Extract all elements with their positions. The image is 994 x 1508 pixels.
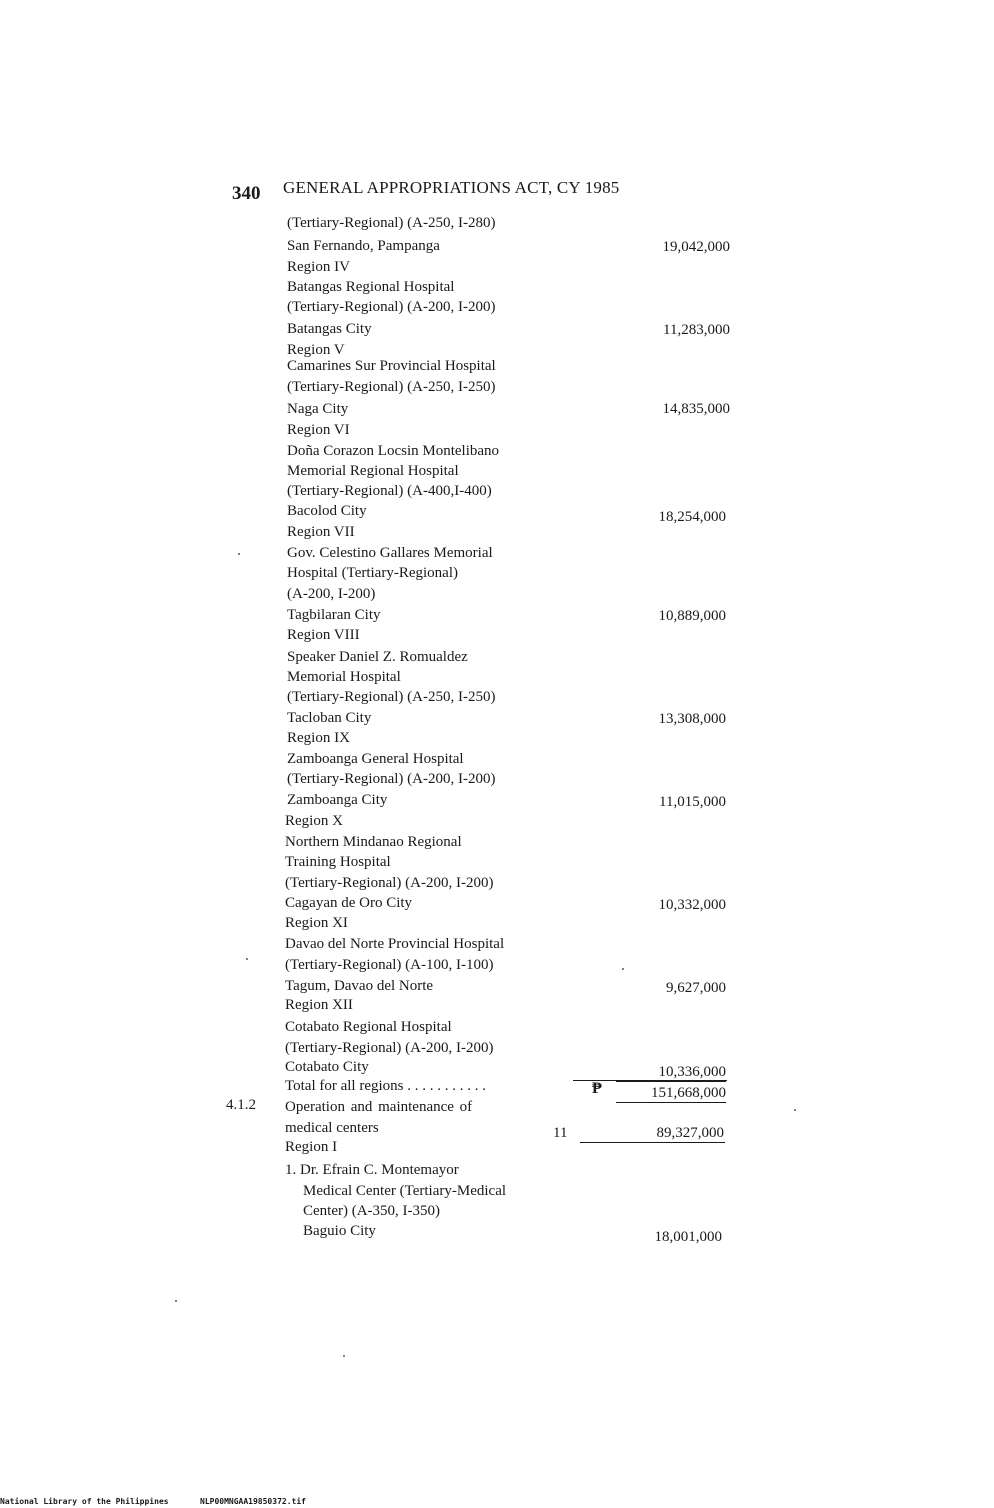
line-text: Davao del Norte Provincial Hospital [285,936,505,952]
line-text: Tagum, Davao del Norte [285,978,434,994]
line-text: Region X [285,813,343,829]
item-line-3: Center) (A-350, I-350) [303,1203,441,1219]
line-text: Region VIII [287,627,360,643]
line-text: Memorial Hospital [287,669,401,685]
line-text: (Tertiary-Regional) (A-250, I-280) [287,215,496,231]
section-amount-rule [580,1142,725,1143]
line-amount: 11,015,000 [659,794,726,810]
line-text: Region IX [287,730,350,746]
total-amount-rule [573,1080,727,1081]
line-text: (Tertiary-Regional) (A-400,I-400) [287,483,492,499]
line-text: (A-200, I-200) [287,586,376,602]
line-text: Region XII [285,997,353,1013]
line-text: Northern Mindanao Regional [285,834,462,850]
line-text: (Tertiary-Regional) (A-250, I-250) [287,379,496,395]
section-title-line2: medical centers [285,1120,379,1136]
footer-file: NLP00MNGAA19850372.tif [200,1497,306,1506]
footer-library: National Library of the Philippines [0,1497,169,1506]
line-text: Speaker Daniel Z. Romualdez [287,649,468,665]
item-line-1: 1. Dr. Efrain C. Montemayor [285,1162,459,1178]
line-text: Gov. Celestino Gallares Memorial [287,545,493,561]
line-text: Hospital (Tertiary-Regional) [287,565,458,581]
scan-speck [794,1109,796,1111]
line-text: Doña Corazon Locsin Montelibano [287,443,500,459]
section-code: 11 [553,1125,568,1141]
scan-speck [343,1355,345,1357]
line-text: Cotabato City [285,1059,369,1075]
line-text: (Tertiary-Regional) (A-200, I-200) [285,875,494,891]
line-text: Zamboanga City [287,792,388,808]
line-text: Cotabato Regional Hospital [285,1019,452,1035]
line-text: Cagayan de Oro City [285,895,413,911]
line-amount: 11,283,000 [663,322,730,338]
line-text: Bacolod City [287,503,367,519]
item-line-2: Medical Center (Tertiary-Medical [303,1183,507,1199]
line-text: (Tertiary-Regional) (A-200, I-200) [285,1040,494,1056]
scan-speck [238,553,240,555]
line-text: Zamboanga General Hospital [287,751,464,767]
section-title-line1: Operation and maintenance of [285,1099,473,1115]
scan-speck [175,1300,177,1302]
line-amount: 13,308,000 [658,711,726,727]
line-text: Batangas Regional Hospital [287,279,455,295]
total-currency: ₱ [592,1080,602,1097]
line-text: Region VII [287,524,355,540]
section-amount: 89,327,000 [656,1125,724,1141]
line-amount: 9,627,000 [666,980,726,996]
line-amount: 14,835,000 [662,401,730,417]
line-text: Tagbilaran City [287,607,381,623]
line-text: (Tertiary-Regional) (A-250, I-250) [287,689,496,705]
line-amount: 19,042,000 [662,239,730,255]
line-text: (Tertiary-Regional) (A-100, I-100) [285,957,494,973]
line-text: Tacloban City [287,710,372,726]
scan-speck [246,958,248,960]
page-number: 340 [232,183,261,204]
section-number: 4.1.2 [226,1097,256,1113]
line-text: Region VI [287,422,350,438]
scan-speck [622,968,624,970]
line-amount: 10,336,000 [616,1063,726,1082]
section-region: Region I [285,1139,338,1155]
line-text: Camarines Sur Provincial Hospital [287,358,496,374]
line-text: Region IV [287,259,350,275]
total-label: Total for all regions . . . . . . . . . . . [285,1078,486,1094]
total-amount: 151,668,000 [616,1084,726,1103]
line-text: San Fernando, Pampanga [287,238,440,254]
running-head: GENERAL APPROPRIATIONS ACT, CY 1985 [283,178,620,197]
item-amount: 18,001,000 [654,1229,722,1245]
line-text: Memorial Regional Hospital [287,463,459,479]
line-amount: 10,332,000 [658,897,726,913]
line-text: Batangas City [287,321,372,337]
item-line-4: Baguio City [303,1223,376,1239]
line-text: (Tertiary-Regional) (A-200, I-200) [287,299,496,315]
line-text: Naga City [287,401,349,417]
line-amount: 10,889,000 [658,608,726,624]
line-text: Region XI [285,915,348,931]
line-amount: 18,254,000 [658,509,726,525]
line-text: Region V [287,342,345,358]
line-text: Training Hospital [285,854,391,870]
line-text: (Tertiary-Regional) (A-200, I-200) [287,771,496,787]
